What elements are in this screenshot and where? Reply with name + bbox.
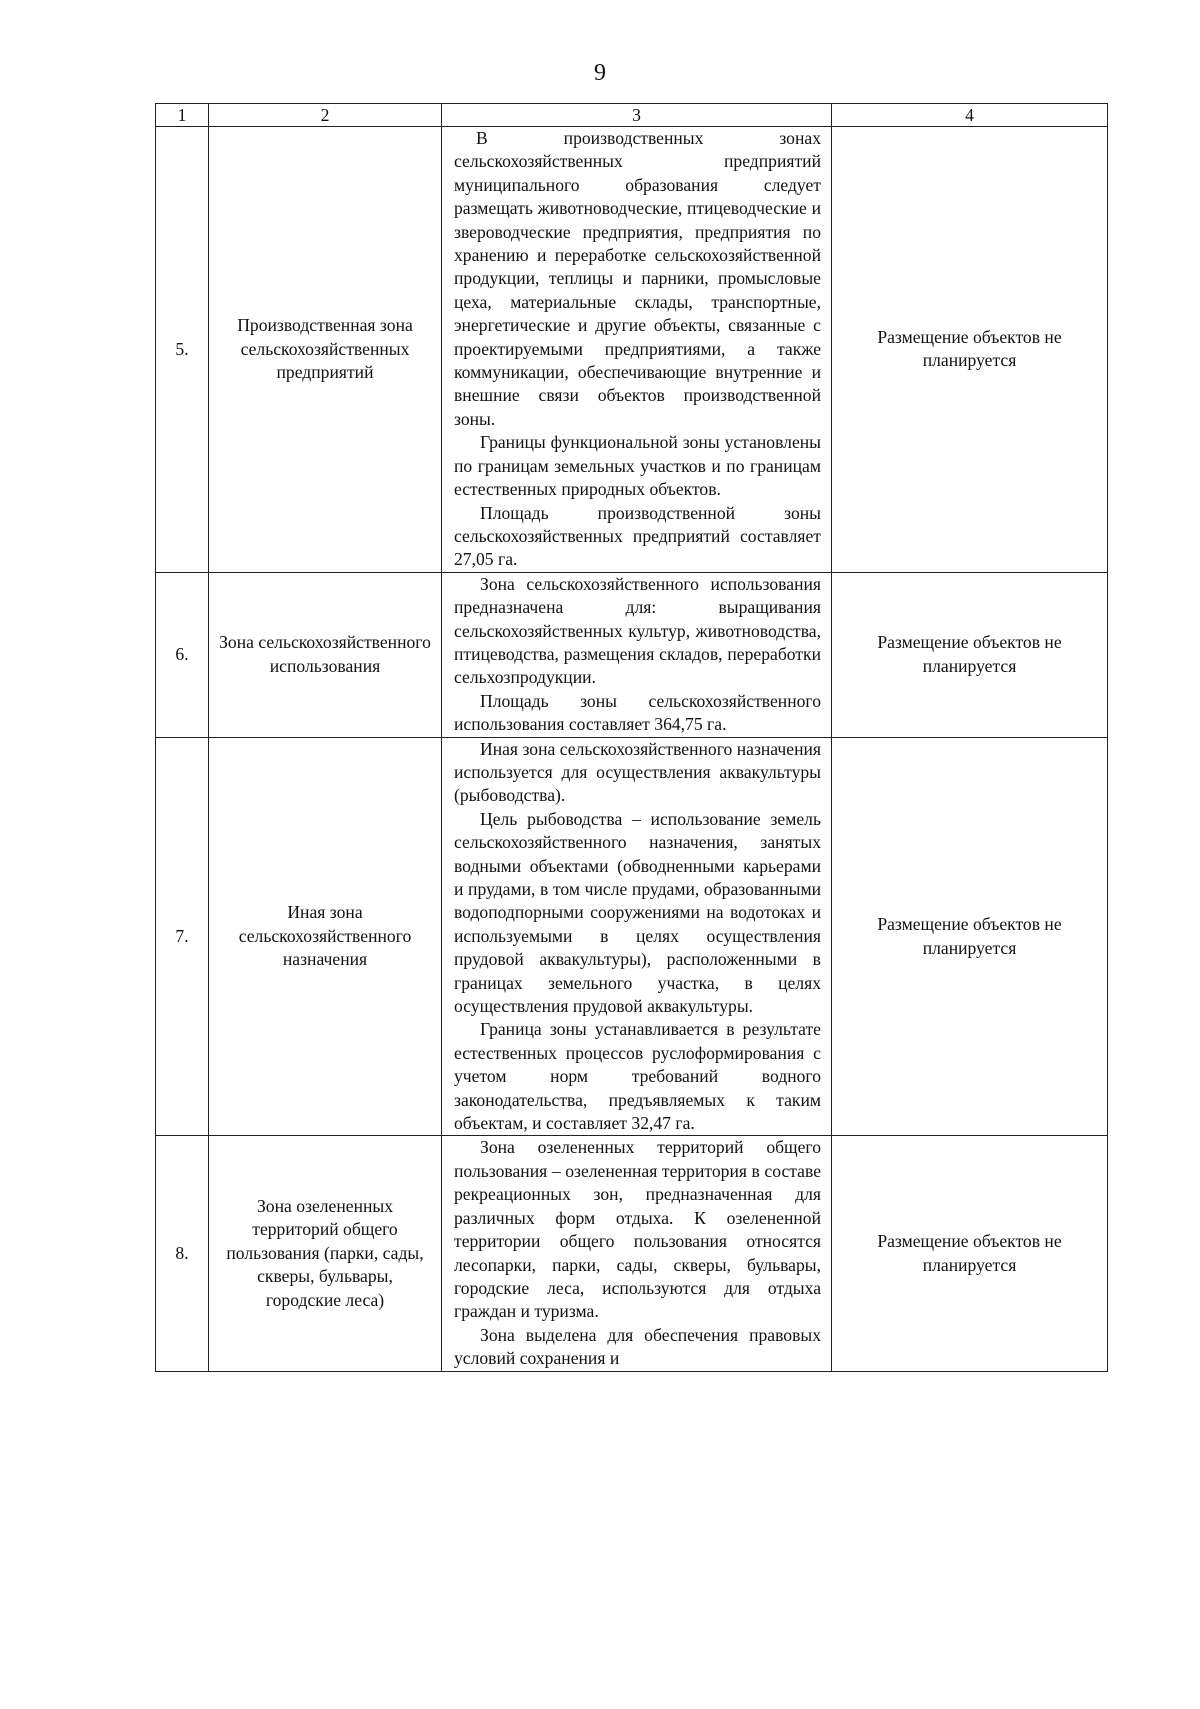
description-paragraph: Зона озелененных территорий общего пользования – озелененная территория в составе рекреационных зон, предназначенная для различных форм отдыха. К озелененной территории общего пользования относятся лесопарки, парки, сады, скверы, бульвары, городские леса, используются для отдыха граждан и туризма. (454, 1137, 821, 1322)
description-paragraph: Зона выделена для обеспечения правовых условий сохранения и (454, 1324, 821, 1369)
zone-description (442, 572, 832, 737)
description-paragraph: В производственных зонах сельскохозяйственных предприятий муниципального образования следует размещать животноводческие, птицеводческие и звероводческие предприятия, предприятия по хранению и переработке сельскохозяйственной продукции, теплицы и парники, промысловые цеха, материальные склады, транспортные, энергетические и другие объекты, связанные с проектируемыми предприятиями, а также коммуникации, обеспечивающие внутренние и внешние связи объектов производственной зоны. (454, 128, 821, 429)
zone-description (442, 127, 832, 573)
column-header-1: 1 (156, 104, 209, 127)
description-paragraph: Граница зоны устанавливается в результате естественных процессов руслоформирования с учетом норм требований водного законодательства, предъявляемых к таким объектам, и составляет 32,47 га. (454, 1019, 821, 1134)
row-number: 6. (156, 572, 209, 737)
zone-plan: Размещение объектов не планируется (832, 127, 1108, 573)
zone-name: Зона озелененных территорий общего пользования (парки, сады, скверы, бульвары, городские леса) (209, 1136, 442, 1371)
zone-description (442, 1136, 832, 1371)
table-row (156, 737, 1108, 1136)
column-header-4: 4 (832, 104, 1108, 127)
description-paragraph: Площадь зоны сельскохозяйственного использования составляет 364,75 га. (454, 690, 821, 735)
zone-name: Иная зона сельскохозяйственного назначения (209, 737, 442, 1136)
description-paragraph: Площадь производственной зоны сельскохозяйственных предприятий составляет 27,05 га. (454, 502, 821, 570)
zone-description (442, 737, 832, 1136)
table-row (156, 1136, 1108, 1371)
table-header-row (156, 104, 1108, 127)
description-paragraph: Границы функциональной зоны установлены по границам земельных участков и по границам естественных природных объектов. (454, 432, 821, 500)
column-header-3: 3 (442, 104, 832, 127)
row-number: 5. (156, 127, 209, 573)
zone-plan: Размещение объектов не планируется (832, 1136, 1108, 1371)
description-paragraph: Зона сельскохозяйственного использования предназначена для: выращивания сельскохозяйственных культур, животноводства, птицеводства, размещения складов, переработки сельхозпродукции. (454, 573, 821, 688)
zone-plan: Размещение объектов не планируется (832, 737, 1108, 1136)
table-row (156, 127, 1108, 573)
zone-name: Зона сельскохозяйственного использования (209, 572, 442, 737)
table-row (156, 572, 1108, 737)
description-paragraph: Цель рыбоводства – использование земель сельскохозяйственного назначения, занятых водными объектами (обводненными карьерами и прудами, в том числе прудами, образованными водоподпорными сооружениями на водотоках и используемыми в целях осуществления прудовой аквакультуры), расположенными в границах земельного участка, в целях осуществления прудовой аквакультуры. (454, 808, 821, 1017)
zone-plan: Размещение объектов не планируется (832, 572, 1108, 737)
zone-name: Производственная зона сельскохозяйственных предприятий (209, 127, 442, 573)
row-number: 7. (156, 737, 209, 1136)
description-paragraph: Иная зона сельскохозяйственного назначения используется для осуществления аквакультуры (рыбоводства). (454, 738, 821, 806)
row-number: 8. (156, 1136, 209, 1371)
page-number: 9 (594, 60, 606, 86)
zones-table (155, 103, 1108, 1372)
column-header-2: 2 (209, 104, 442, 127)
